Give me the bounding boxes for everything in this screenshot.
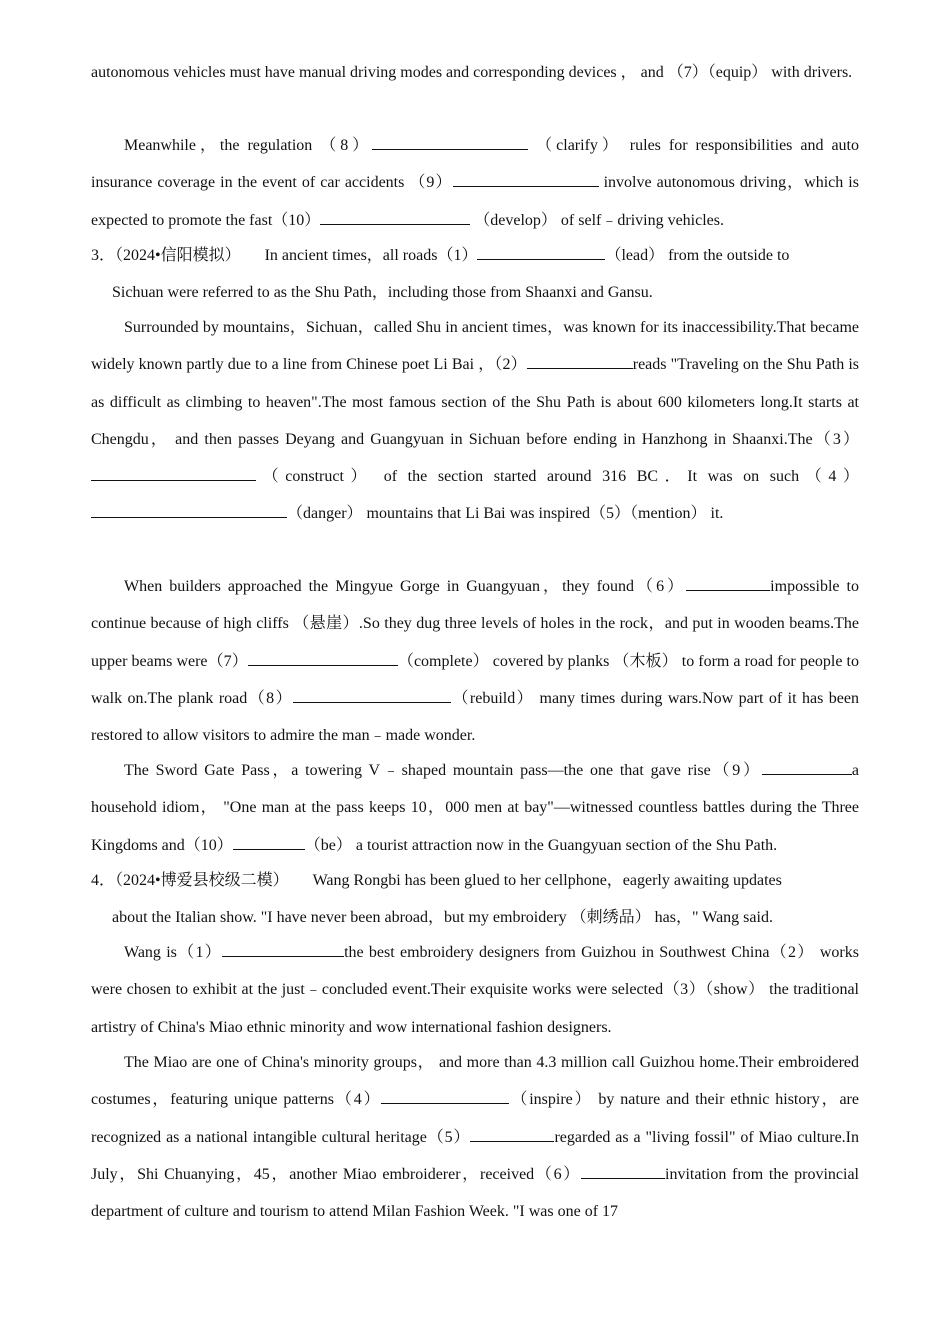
q4-para1: Wang is（1） the best embroidery designers from Guizhou in Southwest China（2） works were chosen to exhibit at the just﹣concluded event.Their exquisite works were selected（3）（show） the traditional artistry of China's Miao ethnic minority and wow international fashion designers.	[91, 934, 859, 1046]
answer-blank-q4-5[interactable]	[470, 1126, 554, 1142]
answer-blank-q3-2[interactable]	[527, 353, 633, 369]
answer-blank-q3-10[interactable]	[233, 834, 305, 850]
answer-blank-q4-1[interactable]	[222, 941, 344, 957]
answer-blank-q3-8[interactable]	[293, 687, 451, 703]
answer-blank-q3-3[interactable]	[91, 465, 256, 481]
q3-header: 3．（2024•信阳模拟） In ancient times，all roads（1） （lead） from the outside to Sichuan were referred to as the Shu Path，including those from Shaanxi and Gansu.	[91, 237, 859, 312]
answer-blank-9[interactable]	[453, 171, 599, 187]
q4-para2: The Miao are one of China's minority groups， and more than 4.3 million call Guizhou home.Their embroidered costumes，featuring unique patterns（4） （inspire） by nature and their ethnic history，are recognized as a national intangible cultural heritage（5） regarded as a "living fossil" of Miao culture.In July，Shi Chuanying，45，another Miao embroiderer，received（6） invitation from the provincial department of culture and tourism to attend Milan Fashion Week. "I was one of 17	[91, 1054, 860, 1221]
answer-blank-q3-9[interactable]	[762, 759, 852, 775]
answer-blank-q3-4[interactable]	[91, 502, 287, 518]
answer-blank-q3-7[interactable]	[248, 650, 398, 666]
q2-para2: Meanwhile，the regulation （8） （clarify） rules for responsibilities and auto insurance coverage in the event of car accidents （9） involve autonomous driving，which is expected to promote the fast（10） （develop） of self﹣driving vehicles.	[91, 127, 859, 239]
q3-para3: The Sword Gate Pass，a towering V﹣shaped mountain pass—the one that gave rise（9） a household idiom， "One man at the pass keeps 10，000 men at bay"—witnessed countless battles during the Three Kingdoms and（10） （be） a tourist attraction now in the Guangyuan section of the Shu Path.	[91, 752, 859, 864]
q2-para1-tail: autonomous vehicles must have manual driving modes and corresponding devices ， and （7）（equip） with drivers.	[91, 64, 853, 81]
answer-blank-q4-6[interactable]	[581, 1163, 665, 1179]
answer-blank-q3-6[interactable]	[686, 575, 770, 591]
answer-blank-10[interactable]	[320, 209, 470, 225]
answer-blank-q3-1[interactable]	[477, 244, 605, 260]
q3-para2: When builders approached the Mingyue Gorge in Guangyuan，they found（6） impossible to continue because of high cliffs （悬崖）.So they dug three levels of holes in the rock，and put in wooden beams.The upper beams were（7） （complete） covered by planks （木板） to form a road for people to walk on.The plank road（8） （rebuild） many times during wars.Now part of it has been restored to allow visitors to admire the man﹣made wonder.	[91, 568, 859, 754]
q4-header: 4．（2024•博爱县校级二模） Wang Rongbi has been glued to her cellphone，eagerly awaiting updates about the Italian show. "I have never been abroad，but my embroidery （刺绣品） has，" Wang said.	[91, 872, 782, 927]
answer-blank-8[interactable]	[372, 134, 528, 150]
q3-para1: Surrounded by mountains，Sichuan，called Shu in ancient times，was known for its inaccessibility.That became widely known partly due to a line from Chinese poet Li Bai ，（2） reads "Traveling on the Shu Path is as difficult as climbing to heaven".The most famous section of the Shu Path is about 600 kilometers long.It starts at Chengdu， and then passes Deyang and Guangyuan in Sichuan before ending in Hanzhong in Shaanxi.The（3）（construct） of the section started around 316 BC．It was on such（4）（danger） mountains that Li Bai was inspired（5）（mention） it.	[91, 319, 860, 523]
answer-blank-q4-4[interactable]	[381, 1088, 509, 1104]
